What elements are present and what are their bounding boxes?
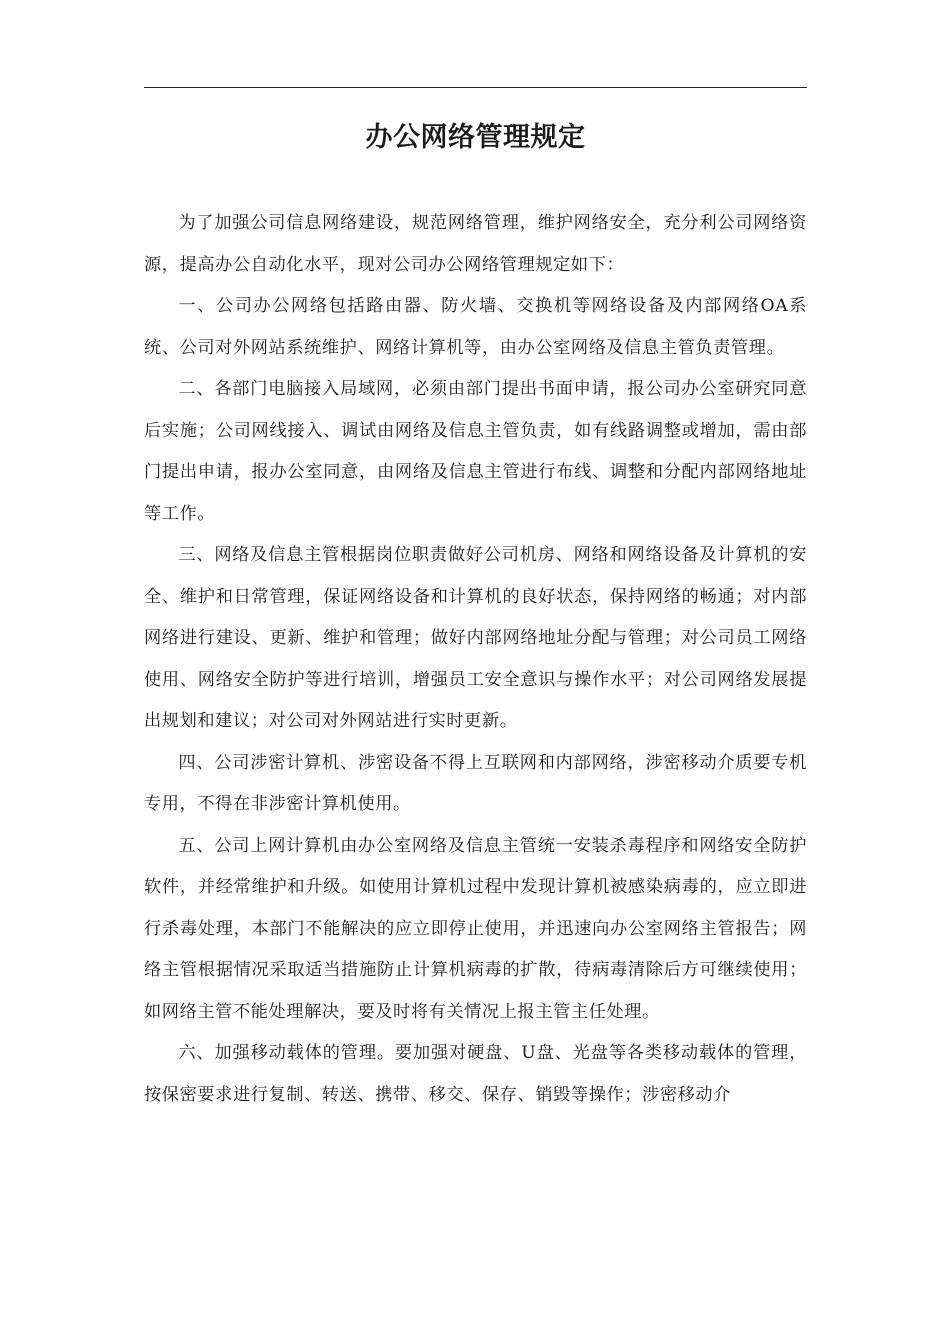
paragraph-intro: 为了加强公司信息网络建设，规范网络管理，维护网络安全，充分利公司网络资源，提高办公自动化水平，现对公司办公网络管理规定如下： bbox=[144, 213, 807, 275]
header-rule bbox=[144, 87, 807, 88]
document-title: 办公网络管理规定 bbox=[365, 122, 586, 153]
document-body bbox=[144, 203, 807, 1116]
paragraph-4: 四、公司涉密计算机、涉密设备不得上互联网和内部网络，涉密移动介质要专机专用，不得在非涉密计算机使用。 bbox=[144, 752, 807, 814]
paragraph-5: 五、公司上网计算机由办公室网络及信息主管统一安装杀毒程序和网络安全防护软件，并经常维护和升级。如使用计算机过程中发现计算机被感染病毒的，应立即进行杀毒处理，本部门不能解决的应立即停止使用，并迅速向办公室网络主管报告；网络主管根据情况采取适当措施防止计算机病毒的扩散，待病毒清除后方可继续使用；如网络主管不能处理解决，要及时将有关情况上报主管主任处理。 bbox=[144, 835, 807, 1022]
paragraph-3: 三、网络及信息主管根据岗位职责做好公司机房、网络和网络设备及计算机的安全、维护和日常管理，保证网络设备和计算机的良好状态，保持网络的畅通；对内部网络进行建设、更新、维护和管理；做好内部网络地址分配与管理；对公司员工网络使用、网络安全防护等进行培训，增强员工安全意识与操作水平；对公司网络发展提出规划和建议；对公司对外网站进行实时更新。 bbox=[144, 545, 807, 731]
paragraph-6: 六、加强移动载体的管理。要加强对硬盘、U盘、光盘等各类移动载体的管理，按保密要求进行复制、转送、携带、移交、保存、销毁等操作；涉密移动介 bbox=[144, 1043, 807, 1105]
paragraph-2: 二、各部门电脑接入局域网，必须由部门提出书面申请，报公司办公室研究同意后实施；公司网线接入、调试由网络及信息主管负责，如有线路调整或增加，需由部门提出申请，报办公室同意，由网络及信息主管进行布线、调整和分配内部网络地址等工作。 bbox=[144, 379, 807, 524]
paragraph-1: 一、公司办公网络包括路由器、防火墙、交换机等网络设备及内部网络OA系统、公司对外网站系统维护、网络计算机等，由办公室网络及信息主管负责管理。 bbox=[144, 296, 807, 358]
